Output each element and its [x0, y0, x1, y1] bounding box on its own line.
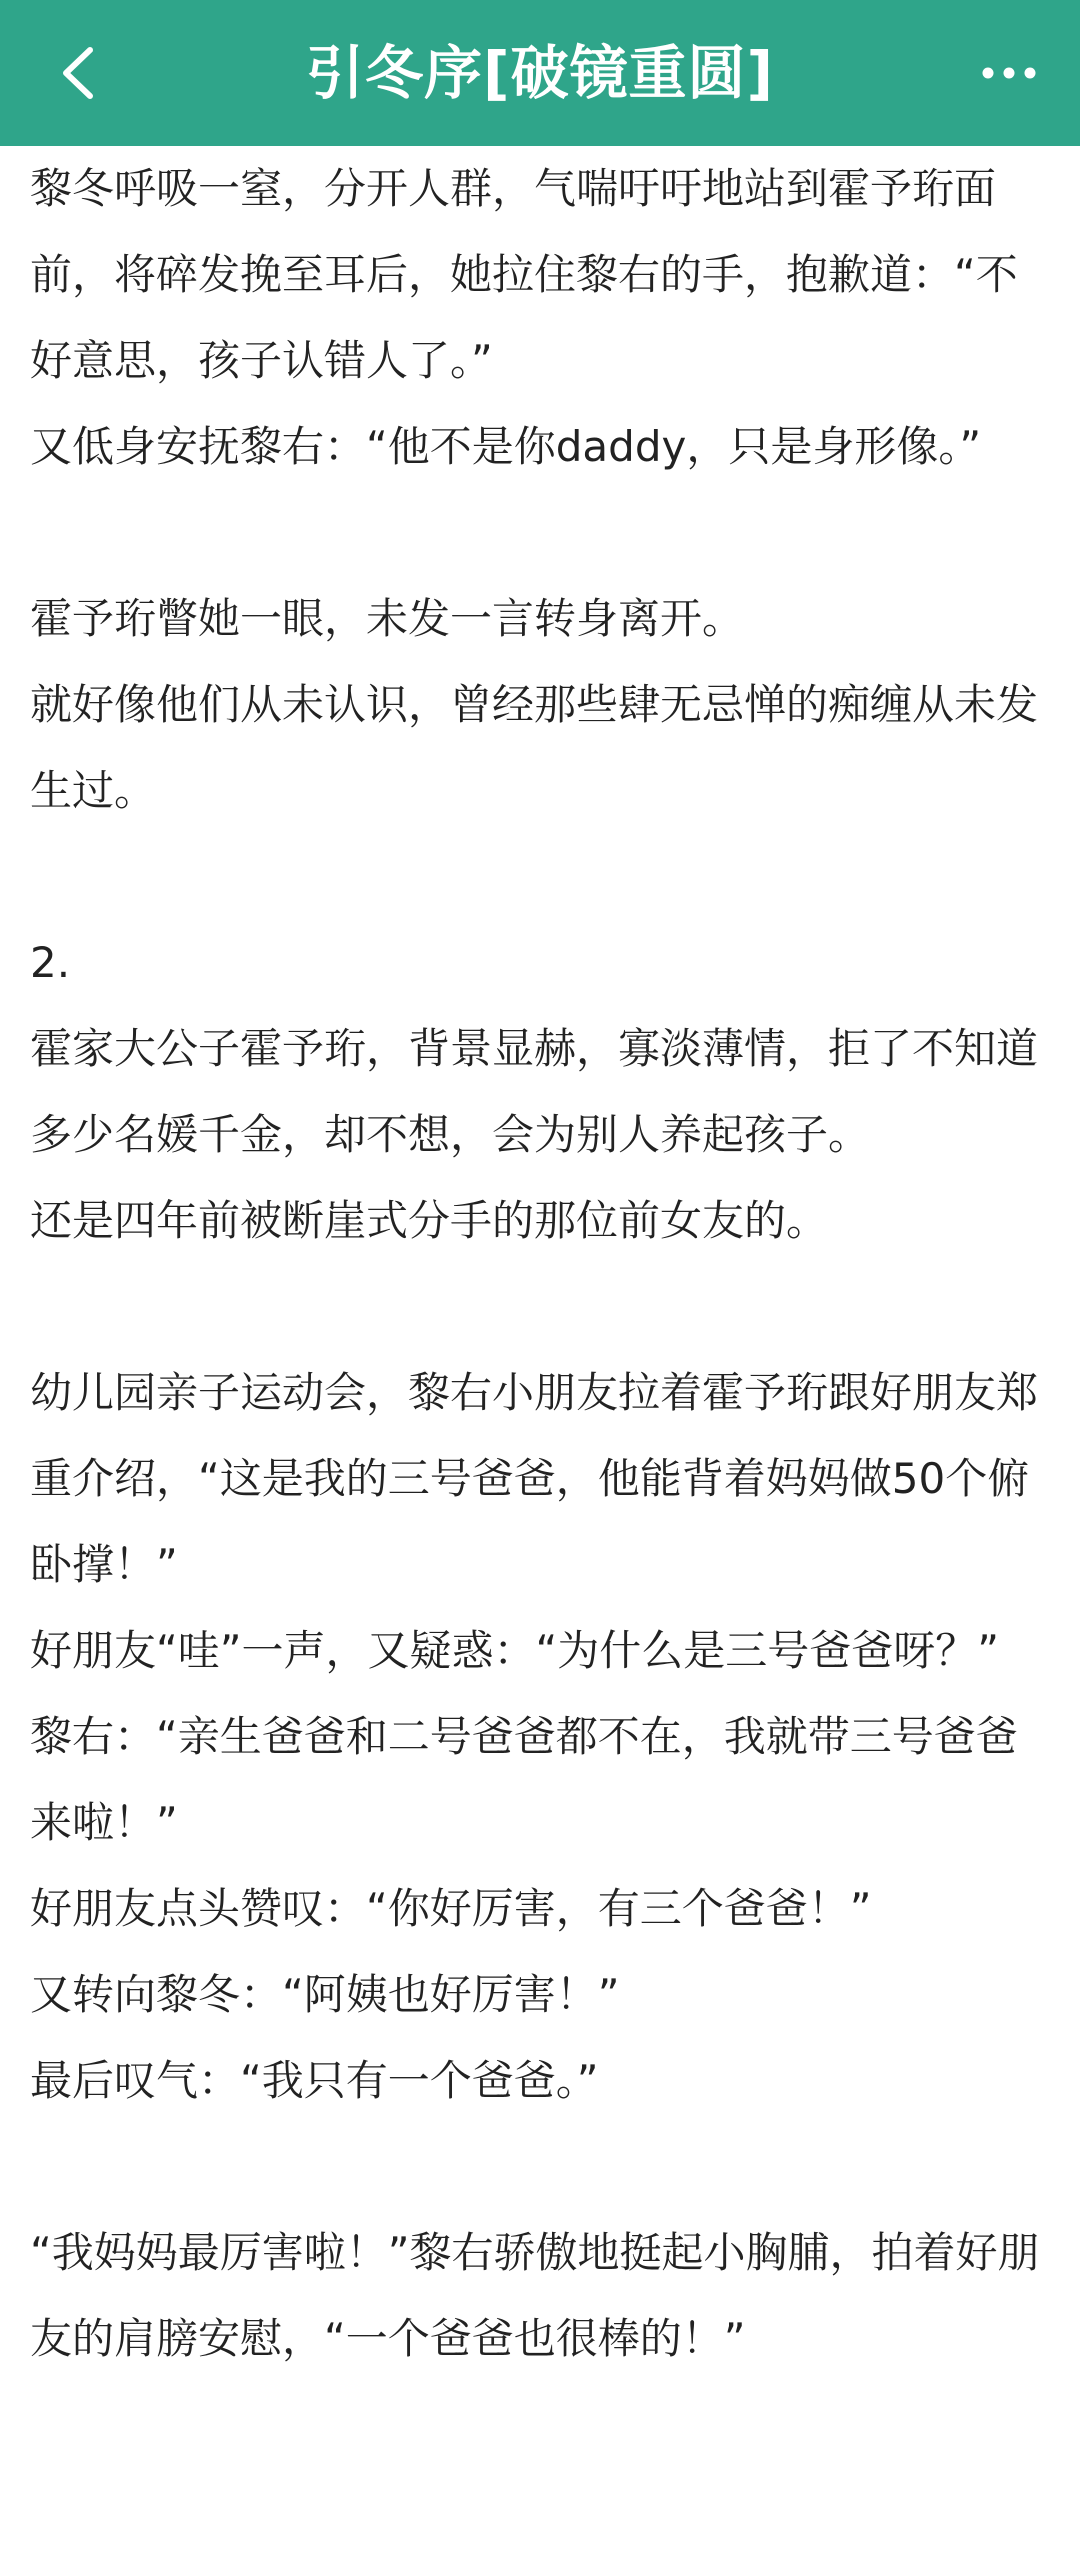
paragraph: 就好像他们从未认识，曾经那些肆无忌惮的痴缠从未发生过。 [30, 680, 1039, 815]
back-button[interactable] [46, 38, 116, 108]
paragraph: 幼儿园亲子运动会，黎右小朋友拉着霍予珩跟好朋友郑重介绍，“这是我的三号爸爸，他能背着妈妈做50个俯卧撑！” [30, 1368, 1039, 1589]
paragraph: 又低身安抚黎右：“他不是你daddy，只是身形像。” [30, 422, 982, 471]
paragraph: 黎右：“亲生爸爸和二号爸爸都不在，我就带三号爸爸来啦！” [30, 1712, 1018, 1847]
article-body [30, 146, 1054, 2382]
chevron-left-icon [46, 38, 116, 108]
paragraph-spacer [30, 490, 1054, 576]
paragraph-spacer [30, 2124, 1054, 2210]
more-dots-icon [974, 87, 1044, 106]
paragraph: 霍家大公子霍予珩，背景显赫，寡淡薄情，拒了不知道多少名媛千金，却不想，会为别人养起孩子。 [30, 1024, 1039, 1159]
more-button[interactable] [974, 44, 1044, 102]
paragraph: “我妈妈最厉害啦！”黎右骄傲地挺起小胸脯，拍着好朋友的肩膀安慰，“一个爸爸也很棒的！” [30, 2228, 1040, 2363]
paragraph-spacer [30, 1264, 1054, 1350]
paragraph-spacer [30, 834, 1054, 920]
page-title: 引冬序[破镜重圆] [305, 39, 775, 107]
app-header [0, 0, 1080, 146]
paragraph: 好朋友点头赞叹：“你好厉害，有三个爸爸！” [30, 1884, 872, 1933]
section-number: 2. [30, 938, 71, 987]
paragraph: 最后叹气：“我只有一个爸爸。” [30, 2056, 599, 2105]
paragraph: 又转向黎冬：“阿姨也好厉害！” [30, 1970, 620, 2019]
paragraph: 好朋友“哇”一声，又疑惑：“为什么是三号爸爸呀？” [30, 1626, 1000, 1675]
paragraph: 黎冬呼吸一窒，分开人群，气喘吁吁地站到霍予珩面前，将碎发挽至耳后，她拉住黎右的手，抱歉道：“不好意思，孩子认错人了。” [30, 164, 1018, 385]
paragraph: 霍予珩瞥她一眼，未发一言转身离开。 [30, 594, 745, 643]
paragraph: 还是四年前被断崖式分手的那位前女友的。 [30, 1196, 829, 1245]
